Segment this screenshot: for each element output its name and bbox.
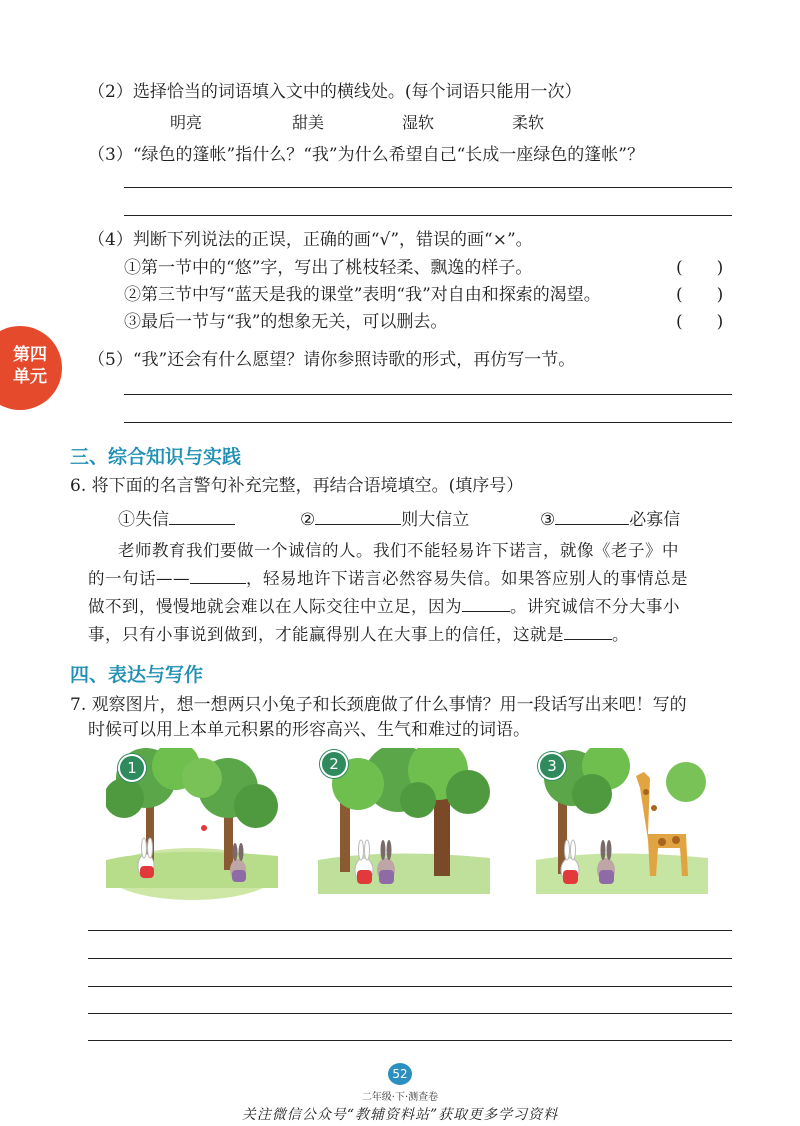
q3-prompt: （3）“绿色的篷帐”指什么？“我”为什么希望自己“长成一座绿色的篷帐”？ — [88, 145, 644, 165]
writing-line[interactable] — [88, 986, 732, 987]
para-text: 做不到，慢慢地就会难以在人际交往中立足，因为 — [88, 597, 462, 616]
unit-tab-line2: 单元 — [13, 367, 47, 387]
para-text: 。 — [612, 625, 629, 644]
option-label: ② — [300, 510, 316, 530]
option-text: 则大信立 — [401, 510, 470, 530]
fill-blank[interactable] — [315, 506, 401, 525]
para-text: ，轻易地许下诺言必然容易失信。如果答应别人的事情总是 — [246, 569, 688, 588]
answer-line[interactable] — [124, 187, 732, 188]
picture-3 — [536, 748, 708, 902]
q7-prompt-line2: 时候可以用上本单元积累的形容高兴、生气和难过的词语。 — [88, 720, 530, 740]
para-text: 。讲究诚信不分大事小 — [510, 597, 680, 616]
q6-option-3 — [540, 506, 680, 532]
picture-2 — [318, 748, 490, 902]
para-text: 事，只有小事说到做到，才能赢得别人在大事上的信任，这就是 — [88, 625, 564, 644]
fill-blank[interactable] — [190, 565, 246, 584]
picture-1 — [106, 748, 278, 902]
writing-line[interactable] — [88, 1040, 732, 1041]
picture-number-badge: 2 — [320, 750, 348, 778]
q6-paragraph-line4 — [88, 621, 629, 649]
q6-prompt: 6. 将下面的名言警句补充完整，再结合语境填空。(填序号） — [70, 476, 524, 496]
option-text: 必寡信 — [629, 510, 681, 530]
answer-bracket-1[interactable]: ( ) — [676, 258, 724, 278]
fill-blank[interactable] — [169, 506, 235, 525]
picture-number-badge: 3 — [538, 752, 566, 780]
option-label: ①失信 — [118, 510, 169, 530]
unit-tab — [0, 326, 62, 410]
q7-prompt-line1: 7. 观察图片，想一想两只小兔子和长颈鹿做了什么事情？用一段话写出来吧！写的 — [70, 695, 687, 715]
word-option-2: 甜美 — [292, 113, 325, 132]
q2-prompt: （2）选择恰当的词语填入文中的横线处。(每个词语只能用一次） — [88, 82, 582, 102]
footer-watermark: 关注微信公众号“教辅资料站”获取更多学习资料 — [241, 1107, 559, 1123]
section-title: 四、表达与写作 — [70, 664, 204, 686]
q4-statement-1: ①第一节中的“悠”字，写出了桃枝轻柔、飘逸的样子。 — [124, 258, 533, 278]
q4-statement-2: ②第三节中写“蓝天是我的课堂”表明“我”对自由和探索的渴望。 — [124, 285, 601, 305]
writing-line[interactable] — [88, 930, 732, 931]
word-option-1: 明亮 — [170, 113, 203, 132]
q4-prompt: （4）判断下列说法的正误，正确的画“√”，错误的画“×”。 — [88, 230, 533, 250]
option-label: ③ — [540, 510, 556, 530]
para-text: 的一句话—— — [88, 569, 190, 588]
fill-blank[interactable] — [564, 621, 612, 640]
footer-grade: 二年级·下·测查卷 — [361, 1092, 439, 1103]
answer-line[interactable] — [124, 215, 732, 216]
q5-prompt: （5）“我”还会有什么愿望？请你参照诗歌的形式，再仿写一节。 — [88, 350, 576, 370]
q4-statement-3: ③最后一节与“我”的想象无关，可以删去。 — [124, 312, 448, 332]
answer-line[interactable] — [124, 394, 732, 395]
q6-paragraph-line1: 老师教育我们要做一个诚信的人。我们不能轻易许下诺言，就像《老子》中 — [118, 541, 679, 560]
writing-line[interactable] — [88, 1013, 732, 1014]
fill-blank[interactable] — [462, 593, 510, 612]
q6-option-1 — [118, 506, 235, 532]
picture-number-badge: 1 — [118, 754, 146, 782]
writing-line[interactable] — [88, 958, 732, 959]
q6-paragraph-line2 — [88, 565, 688, 593]
fill-blank[interactable] — [555, 506, 629, 525]
q6-option-2 — [300, 506, 469, 532]
word-option-4: 柔软 — [512, 113, 545, 132]
answer-line[interactable] — [124, 422, 732, 423]
page-number: 52 — [388, 1063, 412, 1085]
word-option-3: 湿软 — [402, 113, 435, 132]
answer-bracket-2[interactable]: ( ) — [676, 285, 724, 305]
q6-paragraph-line3 — [88, 593, 680, 621]
unit-tab-line1: 第四 — [13, 345, 47, 365]
answer-bracket-3[interactable]: ( ) — [676, 312, 724, 332]
section-title: 三、综合知识与实践 — [70, 446, 242, 468]
